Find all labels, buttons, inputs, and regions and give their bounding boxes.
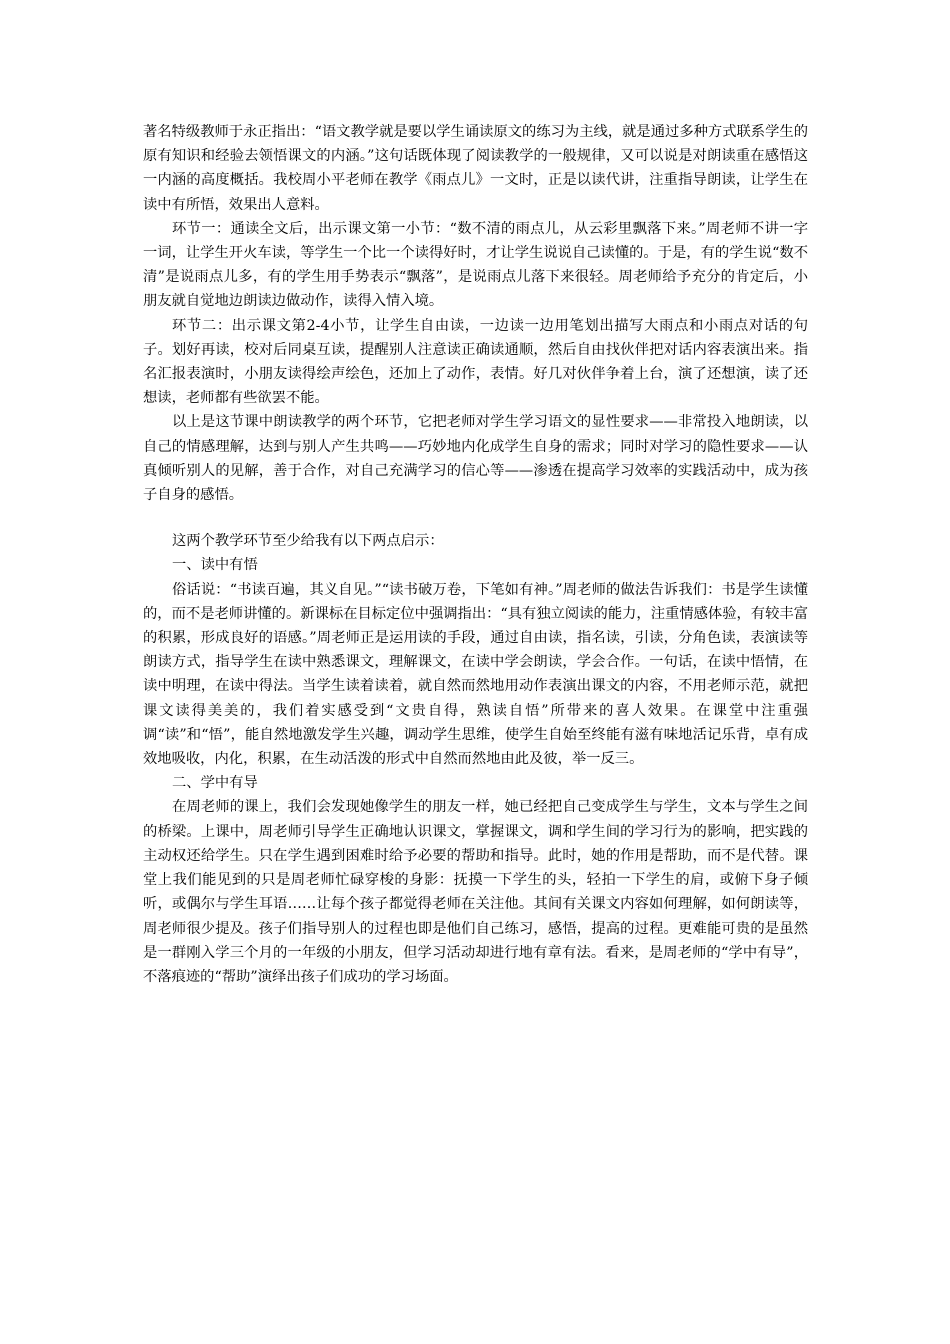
step2-paragraph: 环节二：出示课文第2-4小节，让学生自由读，一边读一边用笔划出描写大雨点和小雨点对话的句子。划好再读，校对后同桌互读，提醒别人注意读正确读通顺，然后自由找伙伴把对话内容表演出来。指名汇报表演时，小朋友读得绘声绘色，还加上了动作，表情。好几对伙伴争着上台，演了还想演，读了还想读，老师都有些欲罢不能。 [143,317,808,407]
section-body-2: 在周老师的课上，我们会发现她像学生的朋友一样，她已经把自己变成学生与学生，文本与学生之间的桥梁。上课中，周老师引导学生正确地认识课文，掌握课文，调和学生间的学习行为的影响，把实践的主动权还给学生。只在学生遇到困难时给予必要的帮助和指导。此时，她的作用是帮助，而不是代替。课堂上我们能见到的只是周老师忙碌穿梭的身影：抚摸一下学生的头，轻拍一下学生的肩，或俯下身子倾听，或偶尔与学生耳语……让每个孩子都觉得老师在关注他。其间有关课文内容如何理解，如何朗读等，周老师很少提及。孩子们指导别人的过程也即是他们自己练习，感悟，提高的过程。更难能可贵的是虽然是一群刚入学三个月的一年级的小朋友，但学习活动却进行地有章有法。看来，是周老师的“学中有导”，不落痕迹的“帮助”演绎出孩子们成功的学习场面。 [143,799,808,985]
lead-paragraph: 这两个教学环节至少给我有以下两点启示： [172,533,444,550]
paragraph-gap [143,507,808,529]
section-heading-2: 二、学中有导 [172,775,258,792]
section-heading-1: 一、读中有悟 [172,557,258,574]
step1-paragraph: 环节一：通读全文后，出示课文第一小节：“数不清的雨点儿，从云彩里飘落下来。”周老师不讲一字一词，让学生开火车读，等学生一个比一个读得好时，才让学生说说自己读懂的。于是，有的学生说“数不清”是说雨点儿多，有的学生用手势表示“飘落”，是说雨点儿落下来很轻。周老师给予充分的肯定后，小朋友就自觉地边朗读边做动作，读得入情入境。 [143,220,808,310]
intro-paragraph: 著名特级教师于永正指出：“语文教学就是要以学生诵读原文的练习为主线，就是通过多种方式联系学生的原有知识和经验去领悟课文的内涵。”这句话既体现了阅读教学的一般规律，又可以说是对朗读重在感悟这一内涵的高度概括。我校周小平老师在教学《雨点儿》一文时，正是以读代讲，注重指导朗读，让学生在读中有所悟，效果出人意料。 [143,124,808,213]
section-body-1: 俗话说：“书读百遍，其义自见。”“读书破万卷，下笔如有神。”周老师的做法告诉我们：书是学生读懂的，而不是老师讲懂的。新课标在目标定位中强调指出：“具有独立阅读的能力，注重情感体验，有较丰富的积累，形成良好的语感。”周老师正是运用读的手段，通过自由读，指名读，引读，分角色读，表演读等朗读方式，指导学生在读中熟悉课文，理解课文，在读中学会朗读，学会合作。一句话，在读中悟情，在读中明理，在读中得法。当学生读着读着，就自然而然地用动作表演出课文的内容，不用老师示范，就把课文读得美美的，我们着实感受到“文贵自得，熟读自悟”所带来的喜人效果。在课堂中注重强调“读”和“悟”，能自然地激发学生兴趣，调动学生思维，使学生自始至终能有滋有味地活记乐背，卓有成效地吸收，内化，积累，在生动活泼的形式中自然而然地由此及彼，举一反三。 [143,581,808,768]
summary-paragraph: 以上是这节课中朗读教学的两个环节，它把老师对学生学习语文的显性要求——非常投入地朗读，以自己的情感理解，达到与别人产生共鸣——巧妙地内化成学生自身的需求；同时对学习的隐性要求——认真倾听别人的见解，善于合作，对自己充满学习的信心等——渗透在提高学习效率的实践活动中，成为孩子自身的感悟。 [143,414,808,504]
document-page [143,120,808,989]
